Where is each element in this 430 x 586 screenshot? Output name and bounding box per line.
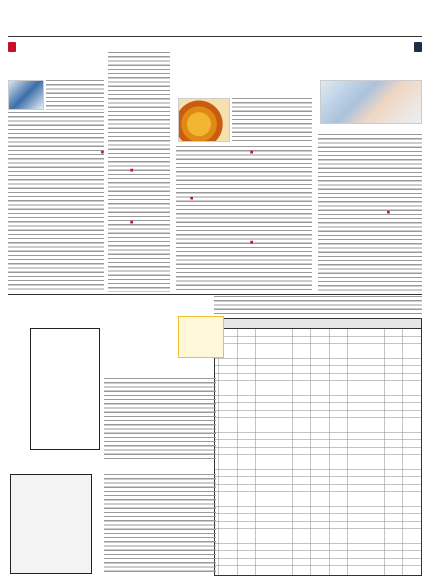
answer-grid: [10, 474, 92, 574]
crossword-logo: [178, 316, 224, 358]
left-subhead: [101, 150, 104, 155]
center-left-text: [108, 52, 170, 292]
blood-pressure-photo: [8, 80, 44, 110]
header-rule: [8, 36, 422, 37]
center-text-top: [232, 98, 312, 142]
subhead-properties: [250, 150, 253, 155]
center-text: [176, 146, 312, 292]
section-tag-science: [414, 42, 422, 52]
subhead-memory: [130, 168, 133, 173]
answer-grid-title: [10, 466, 92, 474]
child-sick-photo: [320, 80, 422, 124]
horizontal-clues: [104, 378, 216, 460]
subhead-wound: [130, 220, 133, 225]
table-intro-text: [214, 296, 422, 316]
crossword: [14, 318, 100, 450]
middle-rule: [8, 294, 422, 295]
section-tag-health: [8, 42, 16, 52]
crossword-grid: [30, 328, 100, 450]
subhead-skin: [250, 240, 253, 245]
subhead-cough: [190, 196, 193, 201]
data-table: [214, 318, 422, 576]
subhead-throat: [387, 210, 390, 215]
vertical-clues: [104, 474, 216, 572]
crossword-side-numbers: [24, 328, 29, 450]
right-text-block: [318, 134, 422, 292]
page-number: [8, 6, 34, 36]
left-text-block-2: [8, 112, 104, 292]
honey-photo: [178, 98, 230, 142]
table-rows: [215, 329, 421, 575]
left-text-block: [46, 80, 104, 110]
newspaper-logo: [92, 6, 190, 34]
table-header: [215, 319, 421, 329]
